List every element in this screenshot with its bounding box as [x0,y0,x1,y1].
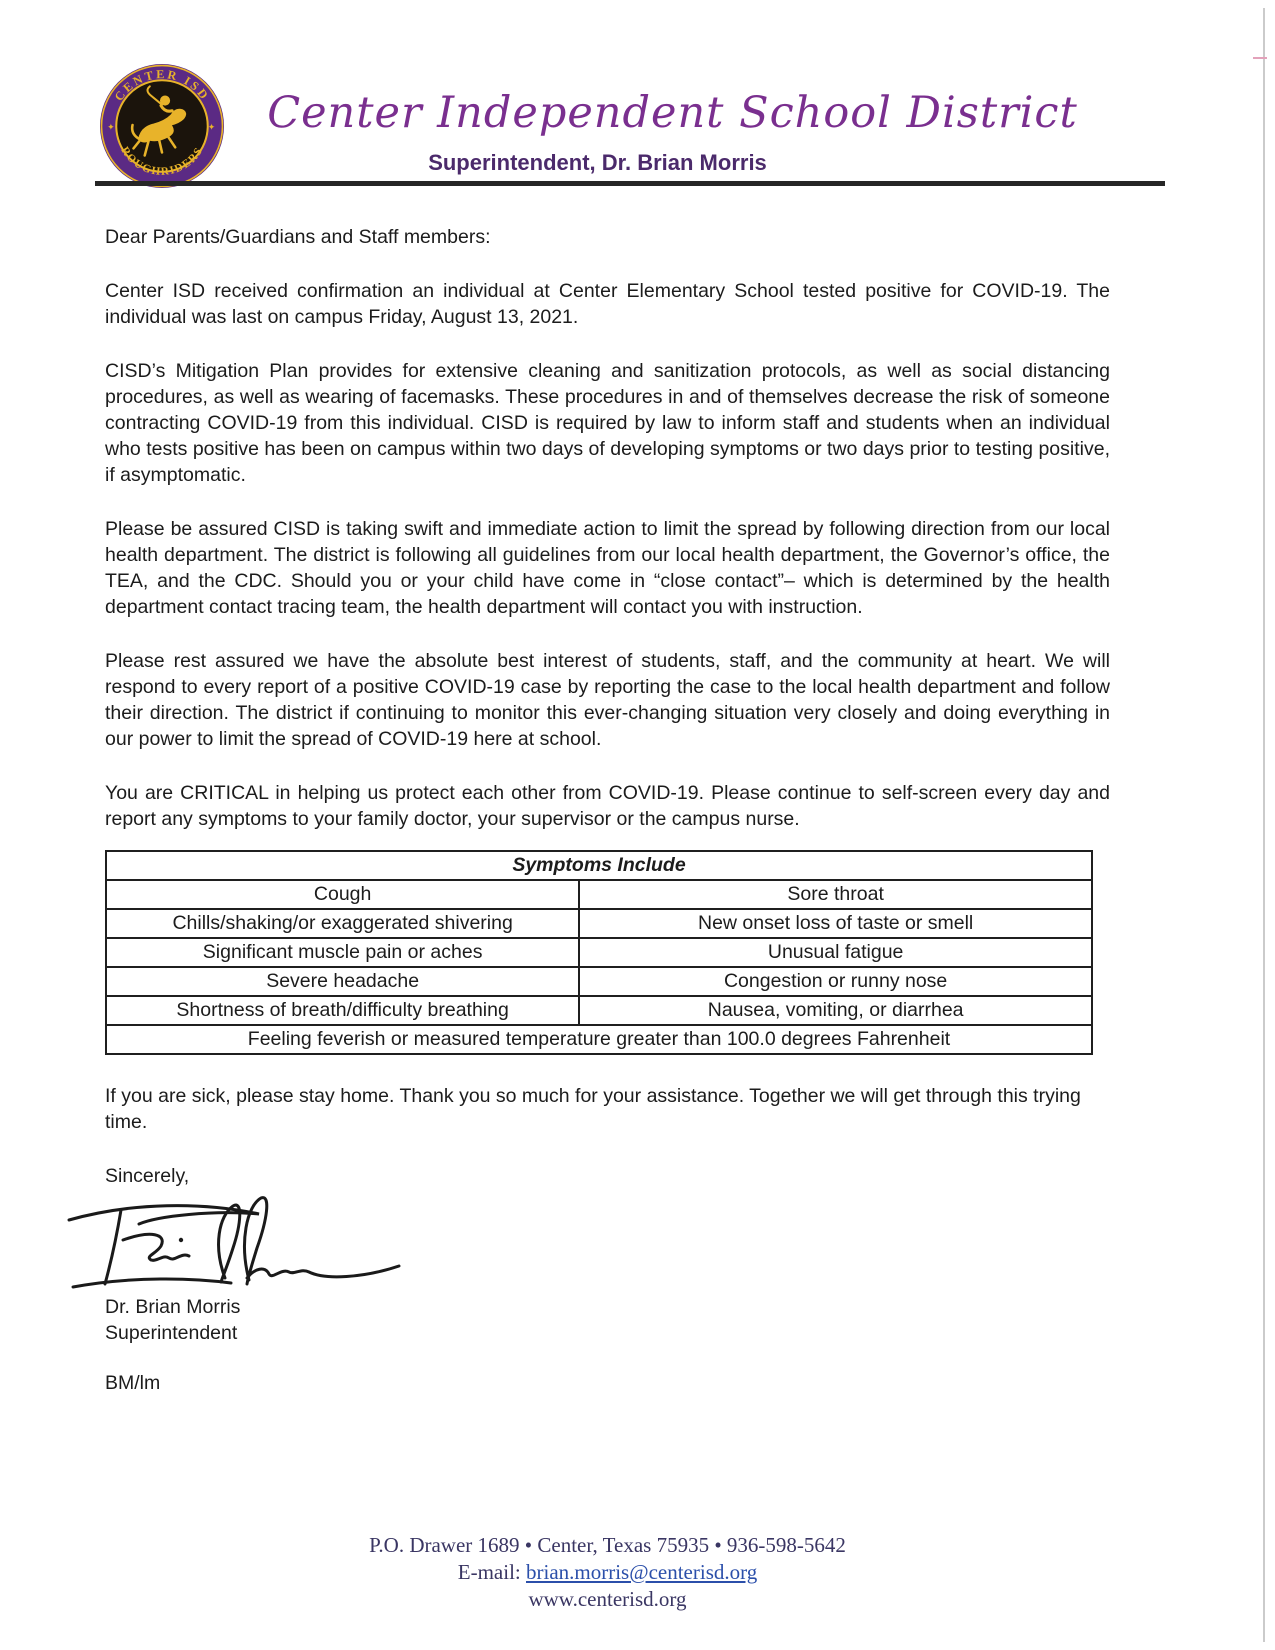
letter-footer [0,1532,1215,1613]
footer-website: www.centerisd.org [528,1587,687,1611]
email-label: E-mail: [457,1560,526,1584]
symptoms-table [105,850,1093,1055]
symptom-cell: Congestion or runny nose [579,967,1092,996]
paragraph-stay-home: If you are sick, please stay home. Thank you so much for your assistance. Together we will get through this trying time. [105,1085,1081,1133]
salutation: Dear Parents/Guardians and Staff members: [105,226,491,248]
symptom-cell: Significant muscle pain or aches [106,938,579,967]
table-row [106,938,1092,967]
logo-star-right-icon: ✦ [207,122,216,133]
scan-artifact-line [1263,8,1265,1642]
symptoms-table-title: Symptoms Include [106,851,1092,880]
symptom-cell: Shortness of breath/difficulty breathing [106,996,579,1025]
symptom-cell: Sore throat [579,880,1092,909]
table-row [106,967,1092,996]
logo-star-left-icon: ✦ [107,122,115,133]
reference-initials: BM/lm [105,1372,161,1394]
table-row [106,1025,1092,1054]
paragraph-mitigation-plan: CISD’s Mitigation Plan provides for extensive cleaning and sanitization protocols, as well as social distancing procedures, as well as wearing of facemasks. These procedures in and of themselves decrease the risk of someone contracting COVID-19 from this individual. CISD is required by law to inform staff and students when an individual who tests positive has been on campus within two days of developing symptoms or two days prior to testing positive, if asymptomatic. [105,360,1110,486]
closing-word: Sincerely, [105,1165,190,1187]
scan-artifact-tick [1253,57,1267,59]
header-divider [95,181,1165,186]
table-row [106,880,1092,909]
symptom-cell: Chills/shaking/or exaggerated shivering [106,909,579,938]
logo-top-text: CENTER ISD [111,67,213,104]
signer-name: Dr. Brian Morris [105,1296,241,1318]
symptom-cell: Cough [106,880,579,909]
signer-title: Superintendent [105,1322,238,1344]
paragraph-best-interest: Please rest assured we have the absolute best interest of students, staff, and the community at heart. We will respond to every report of a positive COVID-19 case by reporting the case to the local health department and follow their direction. The district if continuing to monitor this ever-changing situation very closely and doing everything in our power to limit the spread of COVID-19 here at school. [105,650,1110,750]
letterhead [0,0,1275,190]
symptom-cell: Severe headache [106,967,579,996]
table-row [106,996,1092,1025]
paragraph-critical: You are CRITICAL in helping us protect each other from COVID-19. Please continue to self-screen every day and report any symptoms to your family doctor, your supervisor or the campus nurse. [105,782,1110,830]
symptom-fever-row: Feeling feverish or measured temperature greater than 100.0 degrees Fahrenheit [106,1025,1092,1054]
email-link[interactable]: brian.morris@centerisd.org [526,1560,758,1584]
paragraph-swift-action: Please be assured CISD is taking swift and immediate action to limit the spread by following direction from our local health department. The district is following all guidelines from our local health department, the Governor’s office, the TEA, and the CDC. Should you or your child have come in “close contact”– which is determined by the health department contact tracing team, the health department will contact you with instruction. [105,518,1110,618]
logo-bottom-text: ROUGHRIDERS [118,144,206,179]
footer-email-line [0,1559,1215,1586]
symptom-cell: New onset loss of taste or smell [579,909,1092,938]
letter-body [105,224,1110,1395]
signature [63,1190,1110,1290]
paragraph-confirmation: Center ISD received confirmation an individual at Center Elementary School tested positive for COVID-19. The individual was last on campus Friday, August 13, 2021. [105,280,1110,328]
symptom-cell: Nausea, vomiting, or diarrhea [579,996,1092,1025]
table-row [106,909,1092,938]
superintendent-line: Superintendent, Dr. Brian Morris [428,150,767,175]
footer-address-line: P.O. Drawer 1689 • Center, Texas 75935 • 936-598-5642 [369,1533,846,1557]
handwritten-signature-icon [63,1190,413,1290]
symptom-cell: Unusual fatigue [579,938,1092,967]
district-title: Center Independent School District [267,88,1078,138]
